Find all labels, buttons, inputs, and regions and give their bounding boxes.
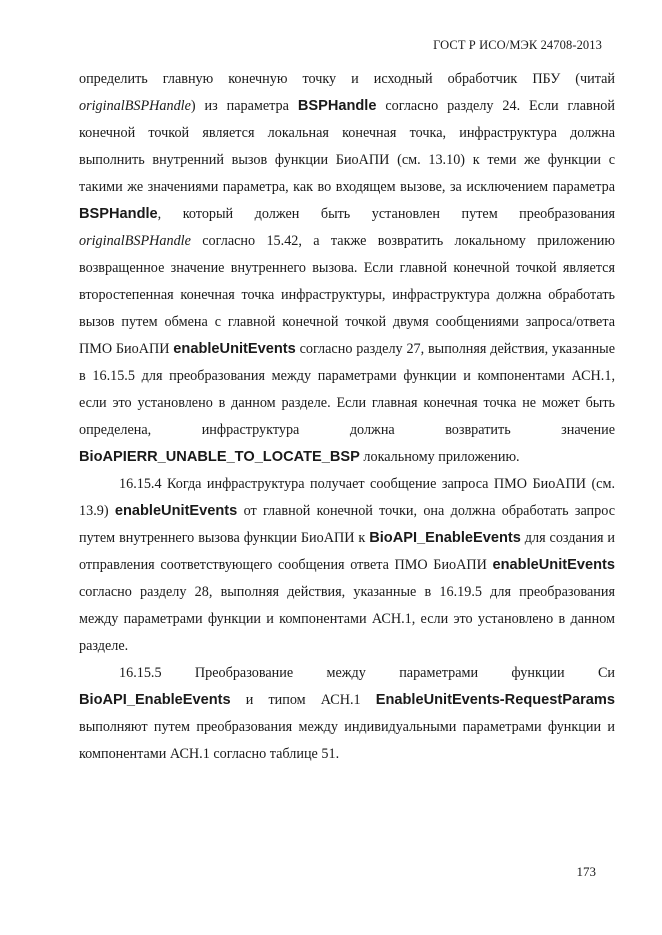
term-enable-unit-events: enableUnitEvents (492, 557, 615, 573)
running-header: ГОСТ Р ИСО/МЭК 24708-2013 (433, 38, 602, 52)
term-bioapi-enable-events: BioAPI_EnableEvents (79, 692, 231, 708)
paragraph-16-15-5: 16.15.5 Преобразование между параметрами функции Си BioAPI_EnableEvents и типом АСН.1 EnableUnitEvents-RequestParams выполняют путем преобразования между индивидуальными параметрами функции и компонентами АСН.1 согласно таблице 51. (79, 665, 615, 762)
term-error-code: BioAPIERR_UNABLE_TO_LOCATE_BSP (79, 449, 360, 465)
paragraph-continuation: определить главную конечную точку и исходный обработчик ПБУ (читай originalBSPHandle) из параметра BSPHandle согласно разделу 24. Если главной конечной точкой является локальная конечная точка, инфраструктура должна выполнить внутренний вызов функции БиоАПИ (см. 13.10) к теми же функции с такими же значениями параметра, как во входящем вызове, за исключением параметра BSPHandle, который должен быть установлен путем преобразования originalBSPHandle согласно 15.42, а также возвратить локальному приложению возвращенное значение внутреннего вызова. Если главной конечной точкой является второстепенная конечная точка инфраструктуры, инфраструктура должна обработать вызов путем обмена с главной конечной точкой двумя сообщениями запроса/ответа ПМО БиоАПИ enableUnitEvents согласно разделу 27, выполняя действия, указанные в 16.15.5 для преобразования между параметрами функции и компонентами АСН.1, если это установлено в данном разделе. Если главная конечная точка не может быть определена, инфраструктура должна возвратить значение BioAPIERR_UNABLE_TO_LOCATE_BSP локальному приложению. (79, 71, 616, 465)
page-number: 173 (576, 864, 596, 879)
term-bsphandle: BSPHandle (297, 98, 377, 114)
term-enable-unit-events: enableUnitEvents (114, 503, 238, 519)
term-enable-unit-events: enableUnitEvents (173, 341, 296, 357)
term-request-params: EnableUnitEvents-RequestParams (375, 692, 615, 708)
paragraph-16-15-4: 16.15.4 Когда инфраструктура получает сообщение запроса ПМО БиоАПИ (см. 13.9) enableUnitEvents от главной конечной точки, она должна обработать запрос путем внутреннего вызова функции БиоАПИ к BioAPI_EnableEvents для создания и отправления соответствующего сообщения ответа ПМО БиоАПИ enableUnitEvents согласно разделу 28, выполняя действия, указанные в 16.19.5 для преобразования между параметрами функции и компонентами АСН.1, если это установлено в данном разделе. (79, 476, 615, 654)
term-original-bsp-handle: originalBSPHandle (79, 98, 191, 114)
term-bioapi-enable-events: BioAPI_EnableEvents (369, 530, 521, 546)
page-body (79, 66, 615, 768)
term-original-bsp-handle: originalBSPHandle (79, 233, 191, 249)
term-bsphandle: BSPHandle (79, 206, 158, 222)
